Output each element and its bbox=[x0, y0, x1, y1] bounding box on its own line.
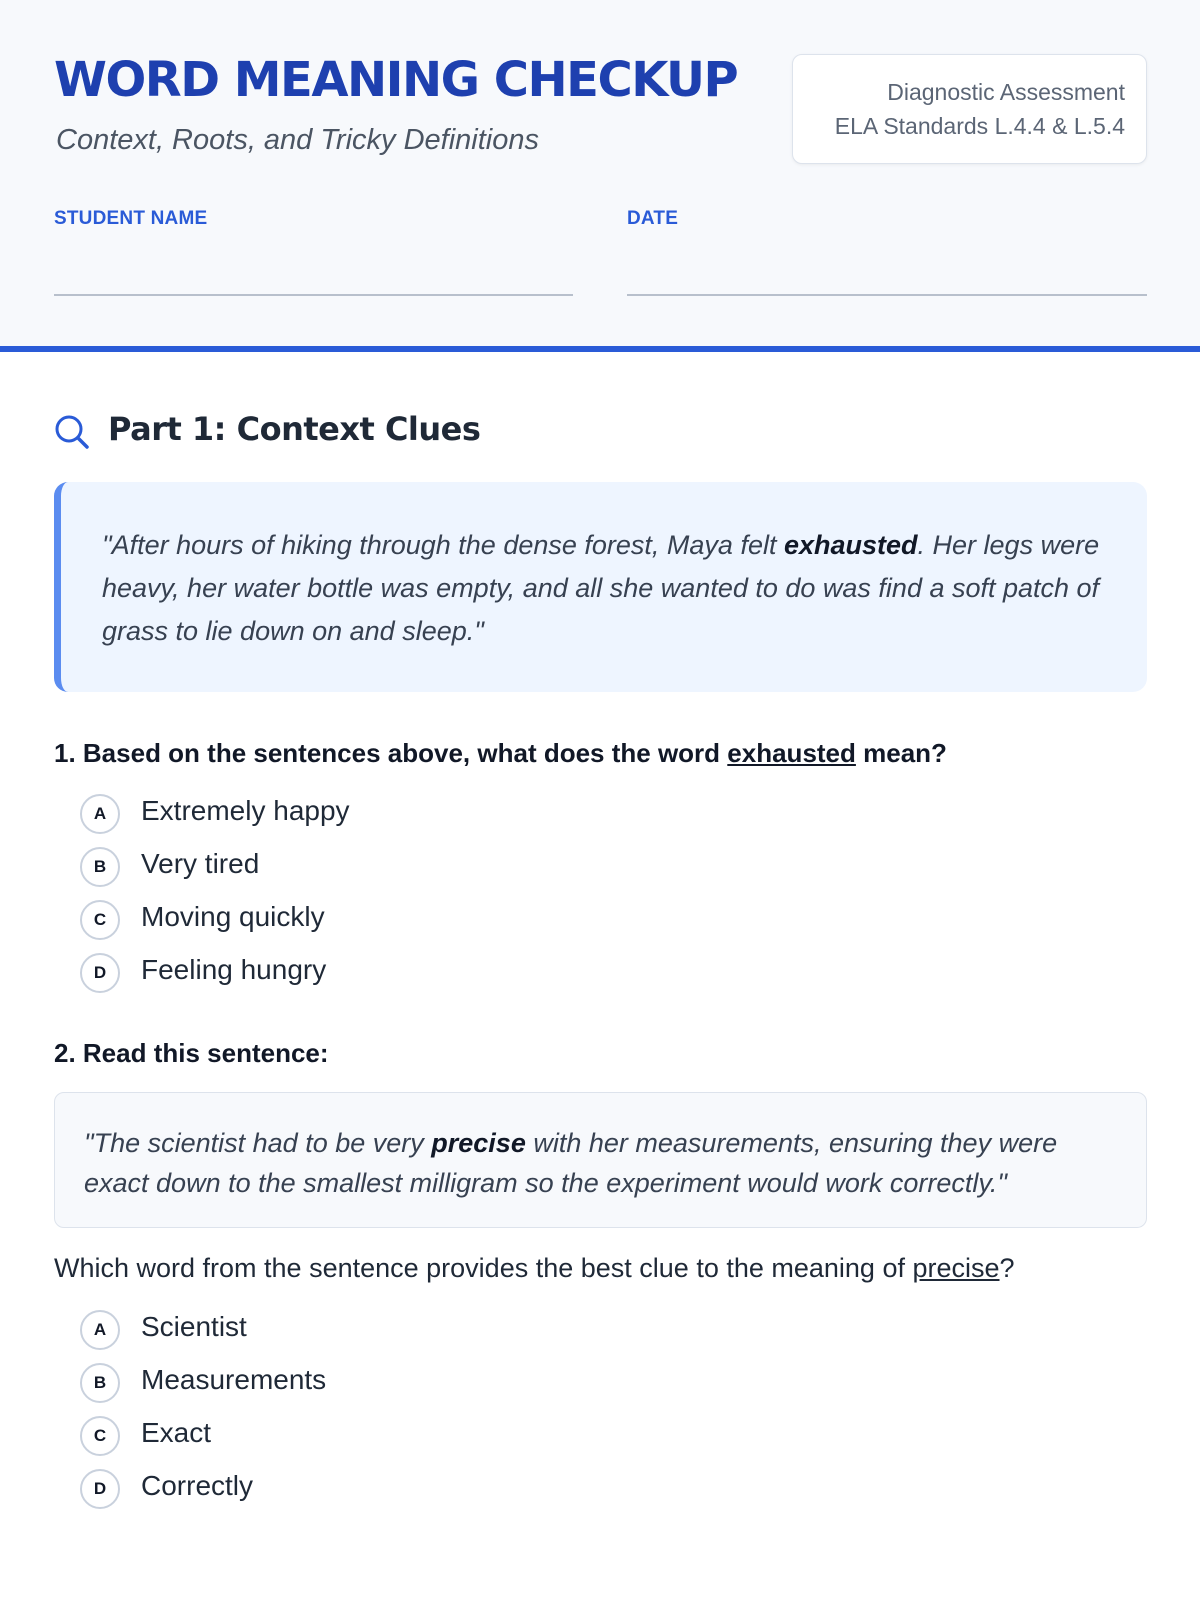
sentence-text-end: with her measurements, ensuring they were exact down to the smallest milligram so the experiment would work correctly." bbox=[84, 1128, 1058, 1198]
student-name-field[interactable] bbox=[54, 294, 573, 296]
option-text: Correctly bbox=[141, 1470, 254, 1501]
option-text: Moving quickly bbox=[141, 901, 325, 932]
prompt-keyword: precise bbox=[912, 1253, 1000, 1283]
badge-standards: ELA Standards L.4.4 & L.5.4 bbox=[834, 113, 1125, 139]
answer-bubble[interactable]: D bbox=[80, 953, 120, 993]
date-label: DATE bbox=[627, 208, 679, 229]
sentence-text-start: "The scientist had to be very bbox=[84, 1128, 432, 1158]
q2-prompt bbox=[54, 1253, 1015, 1284]
part1-title: Part 1: Context Clues bbox=[108, 410, 481, 448]
option-text: Scientist bbox=[141, 1311, 247, 1342]
question-1 bbox=[54, 738, 947, 769]
answer-bubble[interactable]: B bbox=[80, 847, 120, 887]
question-2: 2. Read this sentence: bbox=[54, 1038, 329, 1068]
q1-text-start: 1. Based on the sentences above, what does the word bbox=[54, 738, 728, 768]
search-icon bbox=[54, 414, 90, 450]
worksheet-title: WORD MEANING CHECKUP bbox=[54, 52, 738, 108]
sentence-keyword: precise bbox=[431, 1128, 526, 1158]
date-field[interactable] bbox=[627, 294, 1147, 296]
passage-text-start: "After hours of hiking through the dense forest, Maya felt bbox=[102, 530, 784, 560]
option-text: Measurements bbox=[141, 1364, 327, 1395]
answer-bubble[interactable]: A bbox=[80, 1310, 120, 1350]
assessment-badge bbox=[792, 54, 1147, 164]
answer-bubble[interactable]: A bbox=[80, 794, 120, 834]
badge-assessment-type: Diagnostic Assessment bbox=[887, 79, 1125, 105]
option-text: Extremely happy bbox=[141, 795, 350, 826]
q1-keyword: exhausted bbox=[727, 738, 856, 768]
passage-text-end: . Her legs were heavy, her water bottle was empty, and all she wanted to do was find a soft patch of grass to lie down on and sleep." bbox=[102, 530, 1100, 646]
worksheet-header bbox=[0, 0, 1200, 352]
answer-bubble[interactable]: B bbox=[80, 1363, 120, 1403]
option-text: Very tired bbox=[141, 848, 260, 879]
sentence-box bbox=[54, 1092, 1147, 1228]
prompt-text-end: ? bbox=[999, 1253, 1015, 1283]
student-name-label: STUDENT NAME bbox=[54, 208, 208, 229]
answer-bubble[interactable]: C bbox=[80, 1416, 120, 1456]
prompt-text-start: Which word from the sentence provides the best clue to the meaning of bbox=[54, 1253, 913, 1283]
context-passage bbox=[54, 482, 1147, 692]
option-text: Exact bbox=[141, 1417, 212, 1448]
worksheet-subtitle: Context, Roots, and Tricky Definitions bbox=[56, 124, 539, 156]
option-text: Feeling hungry bbox=[141, 954, 327, 985]
answer-bubble[interactable]: C bbox=[80, 900, 120, 940]
answer-bubble[interactable]: D bbox=[80, 1469, 120, 1509]
passage-keyword: exhausted bbox=[783, 530, 918, 560]
q1-text-end: mean? bbox=[855, 738, 947, 768]
